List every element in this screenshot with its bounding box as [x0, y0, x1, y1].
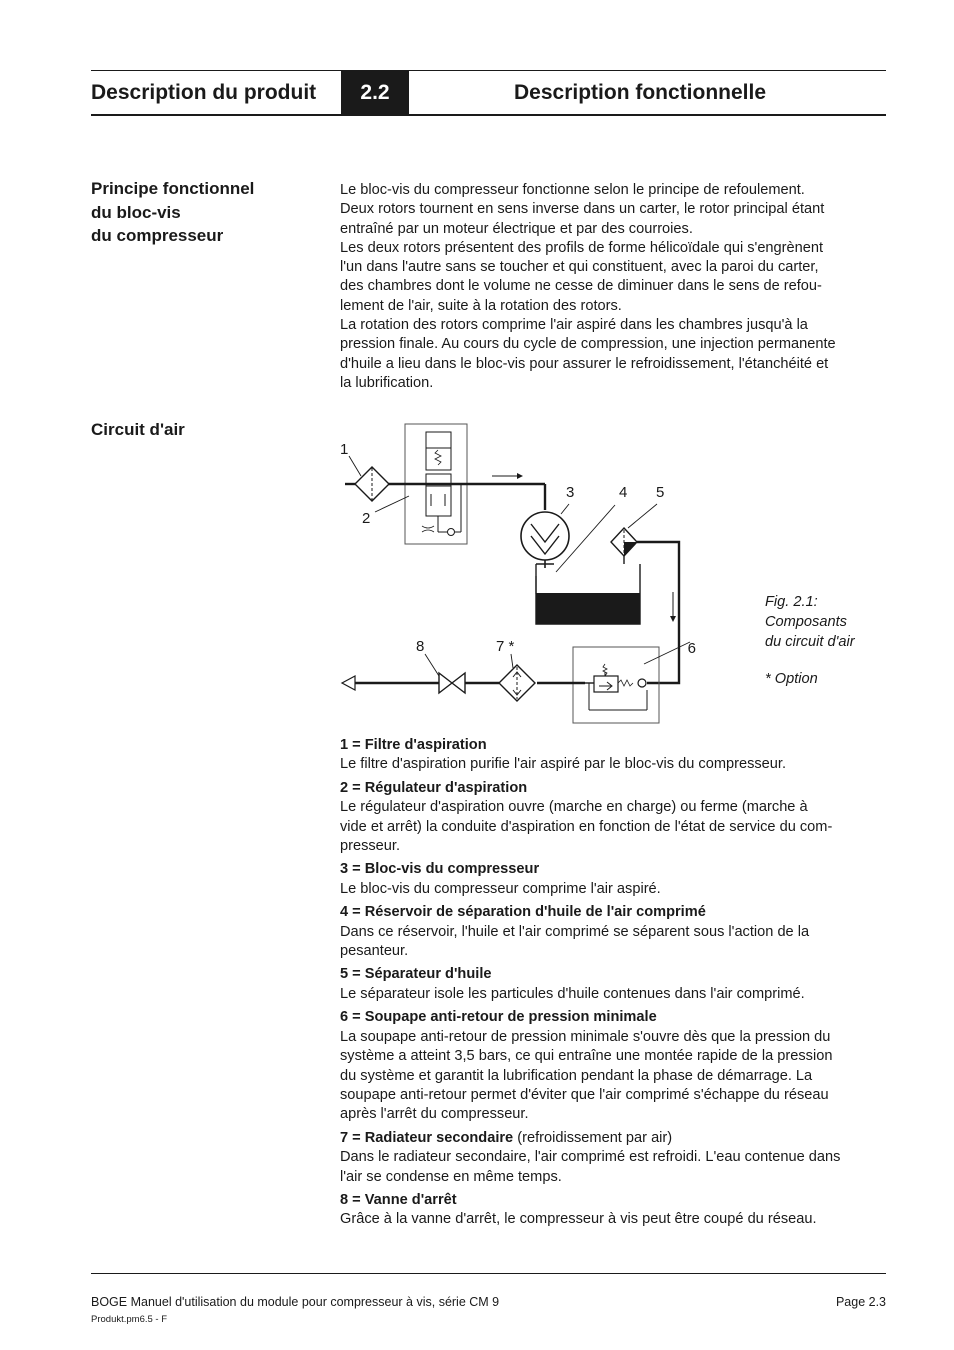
paragraph-line: l'un dans l'autre sans se toucher et qui constituent, avec la paroi du carter,: [340, 259, 819, 276]
legend-item-text: du système et garantit la lubrification pendant la phase de démarrage. La: [340, 1067, 813, 1084]
section1-heading-line: Principe fonctionnel: [91, 179, 255, 198]
caption-line: Composants: [765, 614, 847, 630]
legend-item-text: Le bloc-vis du compresseur comprime l'air aspiré.: [340, 880, 661, 897]
minimum-pressure-valve-symbol: [573, 647, 659, 723]
suction-filter-symbol: [355, 467, 389, 501]
legend-item-text: Le séparateur isole les particules d'huile contenues dans l'air comprimé.: [340, 985, 805, 1002]
paragraph-line: entraîné par un moteur électrique et par des courroies.: [340, 220, 693, 237]
section1-heading: [91, 177, 254, 248]
shut-off-valve-symbol: [439, 673, 465, 693]
paragraph-line: pression finale. Au cours du cycle de compression, une injection permanente: [340, 336, 836, 353]
paragraph-line: des chambres dont le volume ne cesse de diminuer dans le sens de refou-: [340, 278, 822, 295]
legend-item: [340, 903, 890, 961]
label-2: 2: [362, 510, 371, 527]
legend-item-text: après l'arrêt du compresseur.: [340, 1106, 529, 1123]
label-6: 6: [687, 640, 696, 657]
paragraph-line: Le bloc-vis du compresseur fonctionne selon le principe de refoulement.: [340, 182, 805, 198]
footer-document-title: BOGE Manuel d'utilisation du module pour compresseur à vis, série CM 9: [91, 1295, 500, 1309]
label-7: 7 *: [496, 638, 515, 655]
legend-item-title: 6 = Soupape anti-retour de pression minimale: [340, 1009, 657, 1026]
chapter-title: Description du produit: [91, 81, 317, 104]
legend-item-text: Dans ce réservoir, l'huile et l'air comprimé se séparent sous l'action de la: [340, 923, 810, 940]
caption-line: Fig. 2.1:: [765, 594, 818, 610]
legend-item-title: 5 = Séparateur d'huile: [340, 966, 492, 983]
legend-item-text: pesanteur.: [340, 943, 409, 960]
caption-line: du circuit d'air: [765, 634, 855, 650]
header-top-rule: [91, 70, 886, 71]
legend-item: [340, 736, 890, 775]
component-legend: [340, 736, 890, 1234]
legend-item-text: l'air se condense en même temps.: [340, 1168, 562, 1185]
legend-item: [340, 779, 890, 857]
legend-item-title: 8 = Vanne d'arrêt: [340, 1191, 457, 1208]
paragraph-line: la lubrification.: [340, 374, 434, 391]
screw-compressor-symbol: [521, 512, 569, 568]
legend-item-text: Le filtre d'aspiration purifie l'air aspiré par le bloc-vis du compresseur.: [340, 756, 787, 773]
air-circuit-diagram: [335, 420, 695, 730]
legend-item-text: Le régulateur d'aspiration ouvre (marche en charge) ou ferme (marche à: [340, 799, 808, 816]
section1-paragraph: [340, 181, 888, 393]
legend-item-text: système a atteint 3,5 bars, ce qui entraîne une montée rapide de la pression: [340, 1048, 833, 1065]
section-title: Description fonctionnelle: [514, 81, 767, 104]
legend-item: [340, 1191, 890, 1230]
oil-separator-symbol: [611, 528, 637, 556]
label-8: 8: [416, 638, 425, 655]
label-4: 4: [619, 484, 628, 501]
legend-item-text: presseur.: [340, 838, 401, 855]
legend-item: [340, 1008, 890, 1124]
figure-caption: [765, 592, 855, 689]
legend-item: [340, 965, 890, 1004]
legend-item-text: La soupape anti-retour de pression minimale s'ouvre dès que la pression du: [340, 1028, 831, 1045]
footer-page-number: Page 2.3: [835, 1295, 886, 1309]
legend-item-title: 3 = Bloc-vis du compresseur: [340, 861, 540, 878]
section-number-badge: 2.2: [341, 71, 409, 114]
paragraph-line: d'huile a lieu dans le bloc-vis pour assurer le refroidissement, l'étanchéité et: [340, 355, 829, 372]
legend-item: [340, 1129, 890, 1187]
footer-file-name: Produkt.pm6.5 - F: [91, 1314, 168, 1325]
oil-separator-tank-symbol: [536, 564, 640, 624]
section1-heading-line: du bloc-vis: [91, 202, 181, 222]
legend-item-text: Dans le radiateur secondaire, l'air comprimé est refroidi. L'eau contenue dans: [340, 1149, 841, 1166]
paragraph-line: Les deux rotors présentent des profils de forme hélicoïdale qui s'engrènent: [340, 239, 824, 256]
legend-item-title: 1 = Filtre d'aspiration: [340, 737, 487, 753]
footer-rule: [91, 1273, 886, 1274]
legend-item-suffix: (refroidissement par air): [513, 1129, 673, 1146]
header-bottom-rule: [91, 114, 886, 116]
legend-item-title: 4 = Réservoir de séparation d'huile de l'air comprimé: [340, 904, 706, 921]
legend-item-title: 7 = Radiateur secondaire: [340, 1129, 514, 1146]
section1-heading-line: du compresseur: [91, 226, 224, 245]
caption-note: * Option: [765, 671, 818, 687]
legend-item: [340, 860, 890, 899]
paragraph-line: lement de l'air, suite à la rotation des rotors.: [340, 297, 622, 314]
legend-item-text: vide et arrêt) la conduite d'aspiration en fonction de l'état de service du com-: [340, 818, 833, 835]
label-1: 1: [340, 441, 349, 458]
section2-heading: Circuit d'air: [91, 420, 185, 439]
aftercooler-symbol: [499, 665, 535, 701]
legend-item-title: 2 = Régulateur d'aspiration: [340, 779, 528, 796]
label-5: 5: [656, 484, 665, 501]
paragraph-line: La rotation des rotors comprime l'air aspiré dans les chambres jusqu'à la: [340, 317, 808, 334]
caption-line: [765, 652, 855, 669]
paragraph-line: Deux rotors tournent en sens inverse dans un carter, le rotor principal étant: [340, 201, 825, 218]
label-3: 3: [566, 484, 575, 501]
legend-item-text: Grâce à la vanne d'arrêt, le compresseur à vis peut être coupé du réseau.: [340, 1211, 817, 1228]
legend-item-text: soupape anti-retour permet d'éviter que l'air comprimé s'échappe du réseau: [340, 1086, 829, 1103]
